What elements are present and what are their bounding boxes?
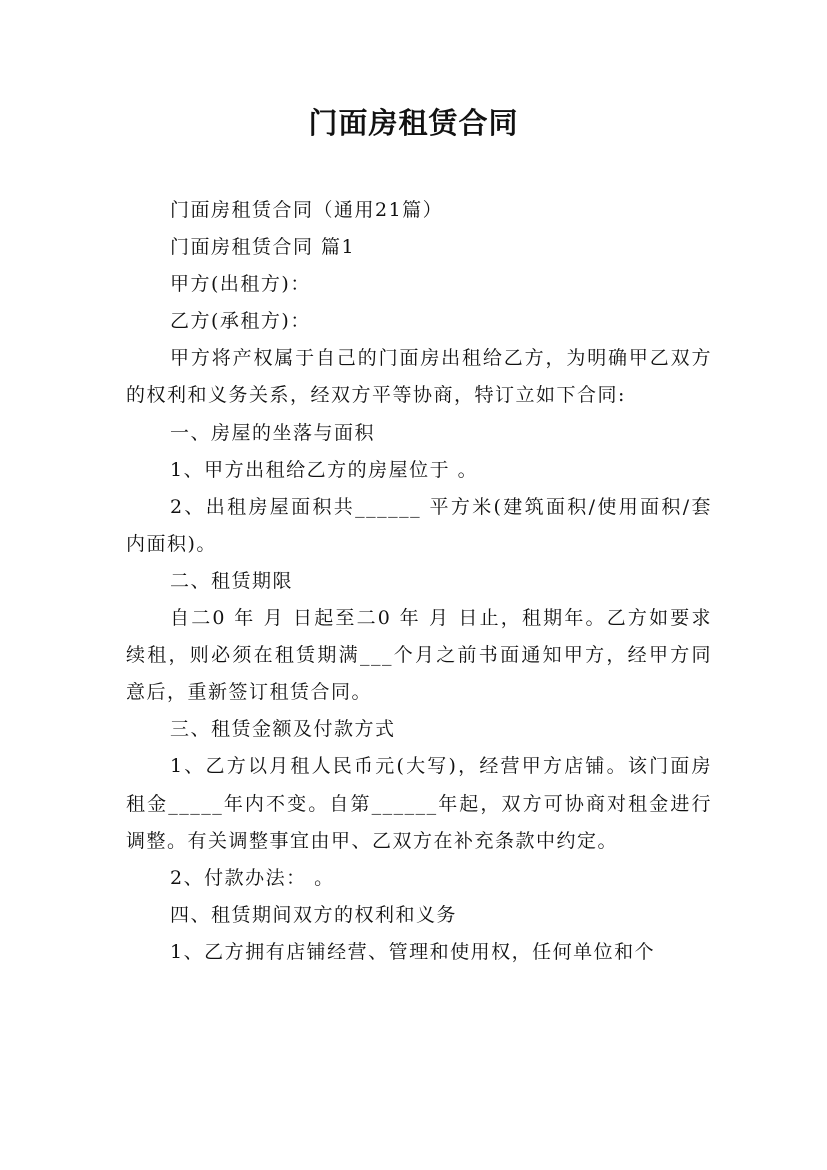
paragraph-clause-3-1: 1、乙方以月租人民币元(大写)，经营甲方店铺。该门面房租金_____年内不变。自第______年起，双方可协商对租金进行调整。有关调整事宜由甲、乙双方在补充条款中约定。	[126, 755, 712, 852]
paragraph-clause-3-2: 2、付款办法： 。	[170, 866, 335, 889]
document-body	[126, 192, 712, 971]
paragraph-party-a: 甲方(出租方)：	[170, 273, 311, 296]
paragraph-preamble: 甲方将产权属于自己的门面房出租给乙方，为明确甲乙双方的权利和义务关系，经双方平等协商，特订立如下合同:	[126, 347, 712, 407]
document-title: 门面房租赁合同	[308, 106, 519, 140]
paragraph-party-b: 乙方(承租方)：	[170, 310, 311, 333]
paragraph-clause-3-heading: 三、租赁金额及付款方式	[170, 718, 396, 741]
paragraph-clause-2-heading: 二、租赁期限	[170, 569, 294, 592]
paragraph-clause-1-heading: 一、房屋的坐落与面积	[170, 421, 376, 444]
paragraph-section-heading: 门面房租赁合同 篇1	[170, 236, 356, 259]
paragraph-clause-2-body: 自二0 年 月 日起至二0 年 月 日止，租期年。乙方如要求续租，则必须在租赁期满___个月之前书面通知甲方，经甲方同意后，重新签订租赁合同。	[126, 607, 712, 704]
paragraph-clause-1-1: 1、甲方出租给乙方的房屋位于 。	[170, 458, 479, 481]
paragraph-clause-1-2: 2、出租房屋面积共______ 平方米(建筑面积/使用面积/套内面积)。	[126, 495, 712, 555]
paragraph-clause-4-heading: 四、租赁期间双方的权利和义务	[170, 903, 458, 926]
paragraph-clause-4-1: 1、乙方拥有店铺经营、管理和使用权，任何单位和个	[170, 940, 656, 963]
paragraph-subtitle: 门面房租赁合同（通用21篇）	[170, 199, 444, 221]
